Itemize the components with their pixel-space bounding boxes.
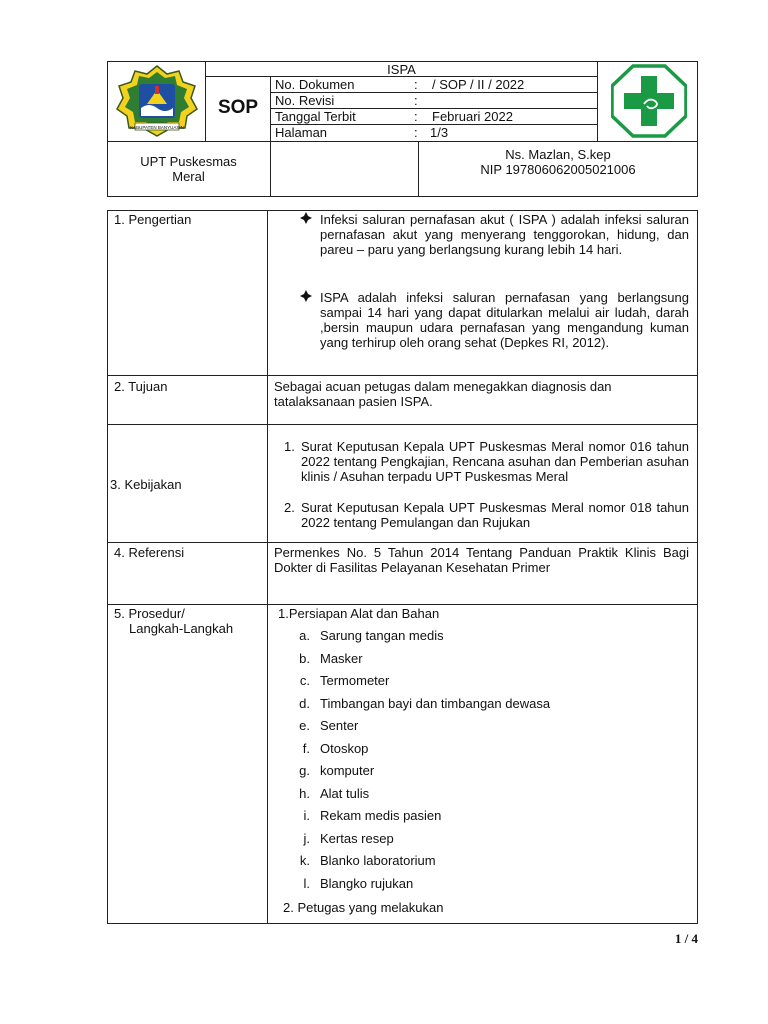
section-label-prosedur-2: Langkah-Langkah: [129, 621, 234, 636]
row-label: Tanggal Terbit: [275, 109, 356, 124]
org-name-line1: UPT Puskesmas: [140, 154, 237, 169]
list-item: f. Otoskop: [302, 740, 369, 756]
document-title: ISPA: [387, 62, 416, 77]
tujuan-text: Sebagai acuan petugas dalam menegakkan diagnosis dan tatalaksanaan pasien ISPA.: [274, 379, 612, 409]
row-value: 1/3: [430, 125, 449, 140]
logo-caption: KABUPATEN BANYUASIN: [130, 125, 184, 130]
org-name-line2: Meral: [172, 169, 205, 184]
page-number: 1 / 4: [674, 931, 698, 946]
prosedur-step-1: 1.Persiapan Alat dan Bahan: [278, 606, 440, 621]
signer-name: Ns. Mazlan, S.kep: [505, 147, 611, 162]
row-label: Halaman: [275, 125, 328, 140]
list-item: k. Blanko laboratorium: [299, 853, 436, 868]
puskesmas-logo-icon: [611, 64, 687, 138]
kebijakan-num-2: 2.: [284, 500, 295, 515]
list-item: i. Rekam medis pasien: [303, 808, 442, 823]
section-label-referensi: 4. Referensi: [114, 545, 185, 560]
section-label-pengertian: 1. Pengertian: [114, 212, 192, 227]
sop-label: SOP: [217, 97, 259, 118]
pengertian-bullet-2: ISPA adalah infeksi saluran pernafasan yang berlangsung sampai 14 hari yang dapat ditularkan melalui air ludah, darah ,bersin maupun udara pernafasan yang mengandung kuman yang terhirup oleh orang sehat (Depkes RI, 2012).: [320, 290, 689, 350]
list-item: c. Termometer: [299, 673, 390, 688]
row-separator: :: [414, 125, 418, 140]
section-label-tujuan: 2. Tujuan: [114, 379, 168, 394]
referensi-text: Permenkes No. 5 Tahun 2014 Tentang Panduan Praktik Klinis Bagi Dokter di Fasilitas Pelayanan Kesehatan Primer: [274, 545, 689, 575]
prosedur-step-2: 2. Petugas yang melakukan: [283, 900, 444, 915]
regency-logo: [113, 64, 201, 138]
row-label: No. Revisi: [275, 93, 335, 108]
row-value: / SOP / II / 2022: [432, 77, 525, 92]
kebijakan-num-1: 1.: [284, 439, 295, 454]
list-item: l. Blangko rujukan: [303, 875, 414, 891]
row-label: No. Dokumen: [275, 77, 355, 92]
list-item: a. Sarung tangan medis: [299, 628, 444, 643]
row-separator: :: [414, 93, 418, 108]
row-separator: :: [414, 77, 418, 92]
signer-nip: NIP 197806062005021006: [480, 162, 636, 177]
kebijakan-item-2: Surat Keputusan Kepala UPT Puskesmas Meral nomor 018 tahun 2022 tentang Pemulangan dan Rujukan: [301, 500, 689, 530]
list-item: b. Masker: [299, 650, 363, 666]
list-item: g. komputer: [299, 763, 375, 778]
alat-bahan-list: [292, 625, 692, 895]
section-label-kebijakan: 3. Kebijakan: [110, 477, 182, 492]
pengertian-bullet-1: Infeksi saluran pernafasan akut ( ISPA ) adalah infeksi saluran pernafasan akut yang menyerang tenggorokan, hidung, dan pareu – paru yang berlangsung kurang lebih 14 hari.: [320, 212, 689, 257]
kebijakan-item-1: Surat Keputusan Kepala UPT Puskesmas Meral nomor 016 tahun 2022 tentang Pengkajian, Rencana asuhan dan Pemberian asuhan klinis / Asuhan terpadu UPT Puskesmas Meral: [301, 439, 689, 484]
section-label-prosedur-1: 5. Prosedur/: [114, 606, 185, 621]
list-item: j. Kertas resep: [303, 830, 394, 846]
list-item: d. Timbangan bayi dan timbangan dewasa: [299, 695, 551, 711]
row-separator: :: [414, 109, 418, 124]
diamond-bullet-icon: [300, 212, 316, 227]
row-value: Februari 2022: [432, 109, 513, 124]
list-item: h. Alat tulis: [299, 785, 370, 801]
list-item: e. Senter: [299, 718, 359, 733]
diamond-bullet-icon: [300, 290, 316, 305]
